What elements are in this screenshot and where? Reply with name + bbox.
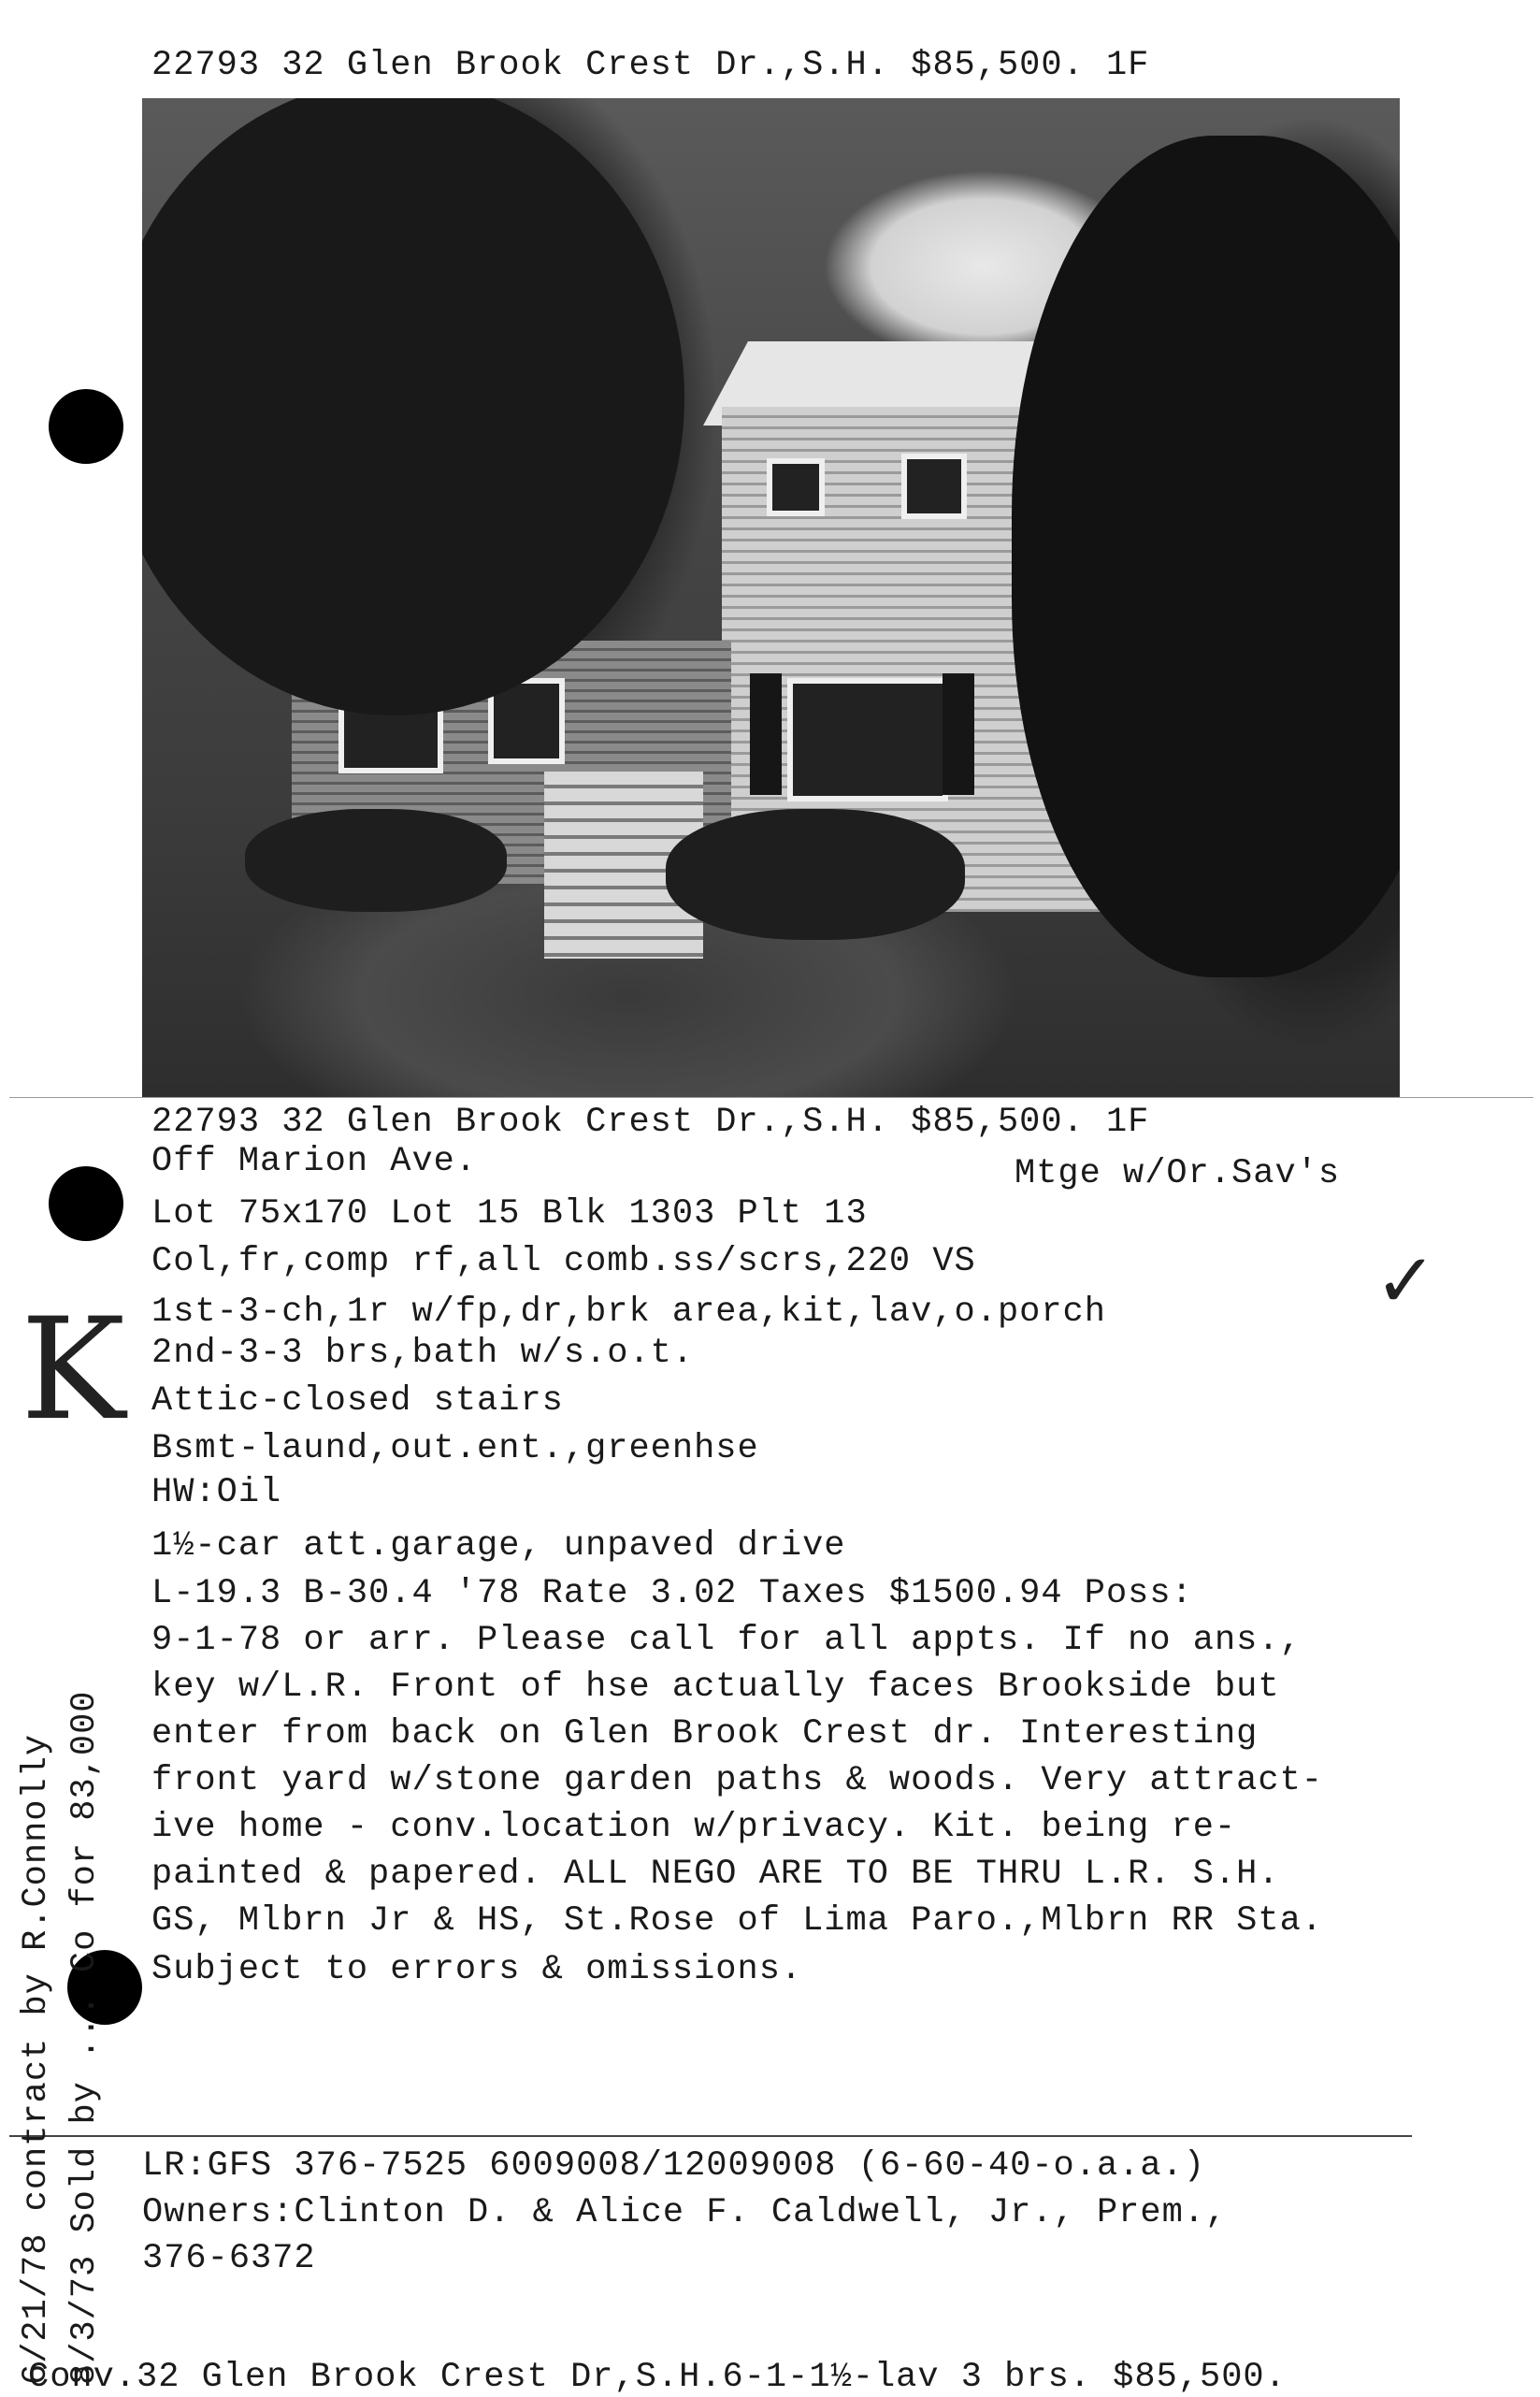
detail-line: Bsmt-laund,out.ent.,greenhse xyxy=(151,1429,759,1468)
punch-hole-top xyxy=(49,389,123,464)
detail-line: 1st-3-ch,1r w/fp,dr,brk area,kit,lav,o.porch xyxy=(151,1292,1106,1332)
handwritten-check: ✓ xyxy=(1374,1237,1438,1324)
hedge xyxy=(245,809,507,912)
footer-rule xyxy=(9,2135,1412,2137)
footer-line: 376-6372 xyxy=(142,2239,316,2278)
window xyxy=(901,454,967,519)
detail-line: GS, Mlbrn Jr & HS, St.Rose of Lima Paro.,Mlbrn RR Sta. xyxy=(151,1901,1323,1941)
detail-line: key w/L.R. Front of hse actually faces Brookside but xyxy=(151,1668,1280,1707)
handwritten-letter: K xyxy=(21,1289,126,1451)
location-line: Off Marion Ave. xyxy=(151,1142,478,1181)
window xyxy=(767,458,825,516)
detail-line: ive home - conv.location w/privacy. Kit. being re- xyxy=(151,1808,1237,1847)
footer-line: LR:GFS 376-7525 6009008/12009008 (6-60-40-o.a.a.) xyxy=(142,2146,1205,2186)
hedge xyxy=(666,809,965,940)
detail-line: L-19.3 B-30.4 '78 Rate 3.02 Taxes $1500.94 Poss: xyxy=(151,1574,1193,1613)
handwritten-sold-note: 8/3/73 Sold by ... Co for 83,000 xyxy=(65,1690,105,2385)
detail-line: Lot 75x170 Lot 15 Blk 1303 Plt 13 xyxy=(151,1194,868,1234)
detail-line: Attic-closed stairs xyxy=(151,1381,564,1421)
listing-line: 22793 32 Glen Brook Crest Dr.,S.H. $85,500. 1F xyxy=(151,1103,1150,1142)
detail-line: Col,fr,comp rf,all comb.ss/scrs,220 VS xyxy=(151,1242,976,1281)
tree-canopy xyxy=(1012,136,1400,977)
detail-line: HW:Oil xyxy=(151,1473,282,1512)
detail-line: 2nd-3-3 brs,bath w/s.o.t. xyxy=(151,1334,695,1373)
detail-line: front yard w/stone garden paths & woods. Very attract- xyxy=(151,1761,1323,1800)
mortgage-note: Mtge w/Or.Sav's xyxy=(1015,1154,1341,1193)
detail-line: 9-1-78 or arr. Please call for all appts. If no ans., xyxy=(151,1621,1302,1660)
shutter xyxy=(943,673,974,795)
detail-line: enter from back on Glen Brook Crest dr. Interesting xyxy=(151,1714,1259,1754)
bottom-line: Conv.32 Glen Brook Crest Dr,S.H.6-1-1½-lav 3 brs. $85,500. xyxy=(28,2358,1287,2397)
detail-line: painted & papered. ALL NEGO ARE TO BE THRU L.R. S.H. xyxy=(151,1855,1280,1894)
detail-line: 1½-car att.garage, unpaved drive xyxy=(151,1526,846,1566)
punch-hole-middle xyxy=(49,1166,123,1241)
tree-canopy xyxy=(142,98,684,715)
window xyxy=(787,678,948,801)
house-photo xyxy=(142,98,1400,1097)
footer-line: Owners:Clinton D. & Alice F. Caldwell, Jr., Prem., xyxy=(142,2193,1228,2232)
handwritten-contract-note: 6/21/78 contract by R.Connolly xyxy=(17,1733,56,2385)
photo-bottom-rule xyxy=(9,1097,1533,1098)
header-line: 22793 32 Glen Brook Crest Dr.,S.H. $85,500. 1F xyxy=(151,46,1150,85)
detail-line: Subject to errors & omissions. xyxy=(151,1950,803,1989)
shutter xyxy=(750,673,782,795)
